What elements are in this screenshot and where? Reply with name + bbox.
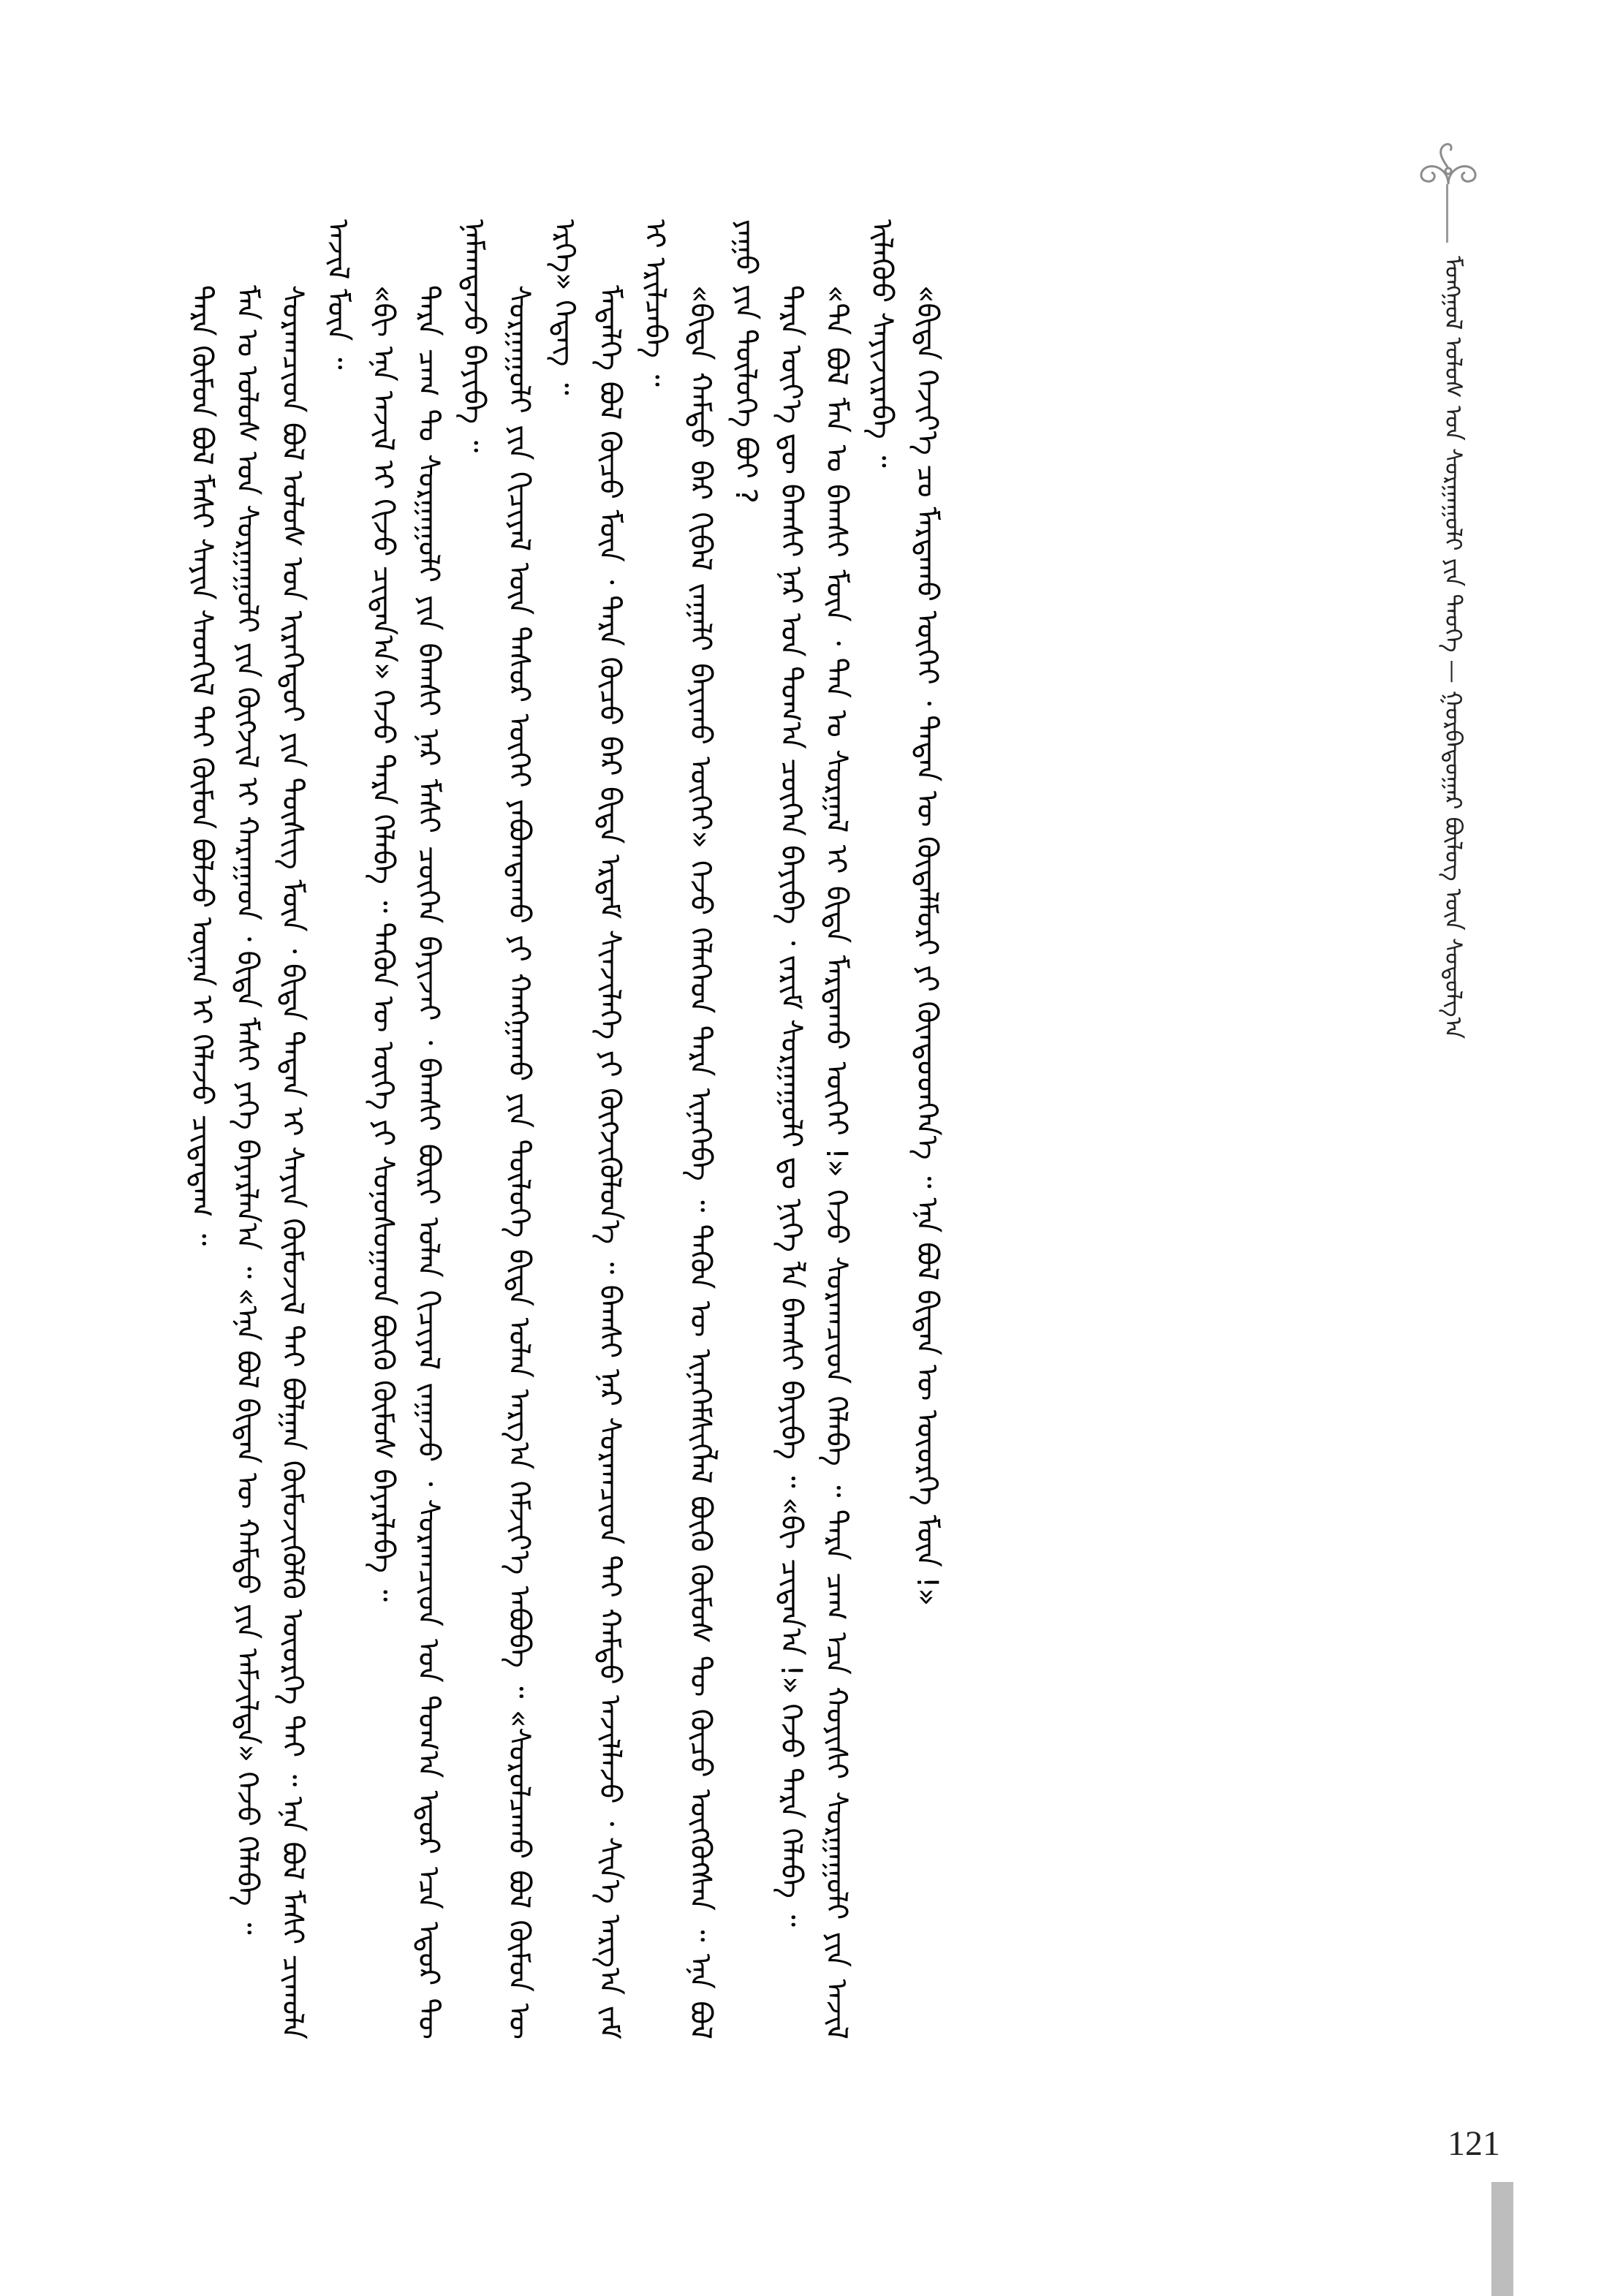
paragraph: ᠮᠠᠨ ᠤ ᠤᠯᠤᠰ ᠤᠨ ᠰᠤᠷᠭᠠᠭᠤᠯᠢ ᠶᠢᠨ ᠬᠥᠭᠵᠢᠯ ᠢ ᠬᠠᠷᠠᠭᠠᠳ ᠂ ᠪᠢᠳᠡ ᠮᠠᠰᠢ ᠶᠡᠬᠡ ᠪᠠᠶᠠᠷᠯᠠᠨ᠎ᠠ ᠃ «ᠡᠨᠡ ᠪᠣᠯ ᠪᠢᠳᠡᠨ ᠦ ᠬᠠᠮᠲᠤ ᠶᠢᠨ ᠠᠮᠵᠢᠯᠲᠠ» ᠭᠡᠵᠦ ᠬᠡᠯᠡᠪᠡ ᠃ bbox=[230, 285, 264, 1935]
paragraph: «ᠪᠢ ᠡᠨᠡ ᠠᠵᠢᠯ ᠢ ᠬᠢᠵᠦ ᠴᠢᠳᠠᠨ᠎ᠠ» ᠭᠡᠵᠦ ᠲᠡᠷᠡ ᠬᠡᠯᠡᠪᠡ ᠃ ᠲᠡᠭᠦᠨ ᠦ ᠦᠭᠡ ᠶᠢ ᠰᠣᠨᠣᠰᠣᠭᠠᠳ ᠪᠦᠬᠦ ᠬᠦᠮᠦᠰ ᠪᠠᠶᠠᠷᠯᠠᠪᠠ ᠃ bbox=[366, 285, 400, 1602]
body-text bbox=[179, 219, 1363, 2039]
running-header bbox=[1396, 139, 1513, 1039]
header-title: ᠮᠣᠩᠭᠣᠯ ᠤᠯᠤᠰ ᠤᠨ ᠰᠤᠷᠭᠠᠭᠤᠯᠢ ᠶᠢᠨ ᠲᠡᠦᠬᠡ — ᠭᠤᠷᠪᠠᠳᠤᠭᠠᠷ ᠪᠦᠯᠦᠭ ᠦᠨ ᠰᠤᠳᠤᠯᠭ᠎ᠠ bbox=[1439, 256, 1467, 1039]
paragraph: ᠰᠤᠷᠠᠭᠴᠢᠳ ᠪᠣᠯ ᠤᠯᠤᠰ ᠤᠨ ᠢᠷᠡᠭᠡᠳᠦᠢ ᠶᠢᠨ ᠲᠦᠰᠢᠭ ᠮᠥᠨ ᠂ ᠪᠢᠳᠡ ᠲᠡᠳᠡᠨ ᠢ ᠰᠠᠶᠢᠨ ᠬᠦᠮᠦᠵᠢᠯ ᠲᠡᠢ ᠪᠣᠯᠭᠠᠨ ᠬᠥᠮᠦᠵᠢᠭᠦᠯᠬᠦ ᠦᠦᠷᠭᠡ ᠲᠡᠢ ᠃ ᠡᠨᠡ ᠪᠣᠯ ᠮᠠᠰᠢ ᠴᠢᠬᠤᠯᠠ ᠠᠵᠢᠯ ᠮᠥᠨ ᠃ bbox=[276, 219, 355, 2039]
header-rule bbox=[1446, 184, 1448, 243]
paragraph: ᠰᠤᠷᠭᠠᠭᠤᠯᠢ ᠶᠢᠨ ᠬᠢᠴᠢᠶᠡᠯ ᠦᠨ ᠲᠠᠰᠤᠷ ᠦᠭᠡᠢ ᠶᠠᠪᠤᠭᠳᠠᠬᠤ ᠶᠢ ᠬᠠᠩᠭᠠᠬᠤ ᠶᠢᠨ ᠲᠥᠯᠥᠭᠡ ᠪᠢᠳᠡ ᠣᠯᠠᠨ ᠠᠷᠭ᠎ᠠ ᠬᠡᠮᠵᠢᠶ᠎ᠡ ᠠᠪᠤᠪᠠ ᠃ «ᠰᠤᠷᠤᠯᠴᠠᠬᠤ ᠪᠣᠯ ᠬᠦᠮᠦᠨ ᠦ ᠡᠷᠬᠡ» ᠭᠡᠳᠡᠭ ᠃ bbox=[502, 219, 581, 2039]
paragraph: ᠲᠡᠷᠡ ᠬᠦᠮᠦᠨ ᠪᠣᠯ ᠮᠠᠰᠢ ᠰᠠᠶᠢᠨ ᠰᠡᠳᠬᠢᠯ ᠲᠡᠢ ᠬᠦᠮᠦᠨ ᠪᠣᠯᠵᠤ ᠦᠨᠡᠨ ᠢ ᠬᠡᠯᠡᠵᠦ ᠴᠢᠳᠠᠳᠠᠭ ᠃ bbox=[185, 285, 219, 1246]
paragraph: «ᠲᠠ ᠪᠣᠯ ᠮᠠᠨ ᠤ ᠪᠠᠭᠰᠢ ᠮᠥᠨ ᠂ ᠲᠠᠨ ᠤ ᠰᠤᠷᠭᠠᠯ ᠢ ᠪᠢᠳᠡ ᠮᠠᠷᠲᠠᠬᠤ ᠦᠭᠡᠢ !» ᠭᠡᠵᠦ ᠰᠤᠷᠠᠭᠴᠢᠳ ᠬᠡᠯᠡᠪᠡ ᠃ ᠲᠡᠷᠡ ᠴᠠᠭ ᠡᠴᠡ ᠬᠣᠶᠢᠰᠢ ᠰᠤᠷᠭᠠᠭᠤᠯᠢ ᠶᠢᠨ ᠠᠵᠢᠯ ᠢᠯᠡᠭᠦᠦ ᠰᠠᠶᠢᠵᠢᠷᠠᠪᠠ ᠃ bbox=[820, 219, 898, 2039]
page-edge-tab bbox=[1491, 2182, 1513, 2296]
paragraph: ᠮᠡᠳᠡᠯᠭᠡ ᠪᠣᠯ ᠬᠦᠴᠦ ᠮᠥᠨ ᠂ ᠲᠡᠷᠡ ᠬᠦᠴᠦ ᠪᠡᠷ ᠪᠢᠳᠡ ᠡᠷᠳᠡᠮ ᠰᠢᠨᠵᠢᠯᠡᠭᠡ ᠶᠢ ᠬᠥᠭᠵᠢᠭᠦᠯᠦᠨ᠎ᠡ ᠃ ᠪᠠᠭᠰᠢ ᠨᠠᠷ ᠰᠤᠷᠠᠭᠴᠢᠳ ᠲᠠᠢ ᠬᠠᠮᠲᠤ ᠠᠵᠢᠯᠯᠠᠵᠤ ᠂ ᠰᠢᠨ᠎ᠡ ᠠᠷᠭ᠎ᠠ ᠵᠠᠮ ᠢ ᠡᠷᠢᠯᠴᠡᠪᠡ ᠃ bbox=[593, 219, 672, 2039]
paragraph: «ᠪᠢᠳᠡ ᠬᠡᠵᠢᠶ᠎ᠡ ᠴᠤ ᠮᠠᠷᠲᠠᠬᠤ ᠦᠭᠡᠢ ᠂ ᠲᠡᠳᠡᠨ ᠦ ᠬᠥᠳᠡᠯᠮᠦᠷᠢ ᠶᠢ ᠬᠦᠨᠳᠦᠳᠬᠡᠨ᠎ᠡ ᠃ ᠡᠨᠡ ᠪᠣᠯ ᠪᠢᠳᠡᠨ ᠦ ᠦᠦᠷᠭᠡ ᠮᠥᠨ !» bbox=[910, 285, 944, 1607]
paragraph: ᠲᠡᠷᠡ ᠦᠶ᠎ᠡ ᠳᠦ ᠪᠠᠭᠰᠢ ᠨᠠᠷ ᠤᠨ ᠲᠣᠭ᠎ᠠ ᠴᠥᠭᠡᠨ ᠪᠠᠶᠢᠪᠠ ᠂ ᠵᠠᠷᠢᠮ ᠰᠤᠷᠭᠠᠭᠤᠯᠢ ᠳᠤ ᠨᠢᠭᠡ ᠯᠡ ᠪᠠᠭᠰᠢ ᠪᠠᠶᠢᠪᠠ ᠃ «ᠪᠢ ᠴᠢᠳᠠᠨ᠎ᠠ !» ᠭᠡᠵᠦ ᠲᠡᠷᠡ ᠬᠡᠯᠡᠪᠡ ᠃ bbox=[774, 285, 808, 1927]
scroll-ornament-icon bbox=[1408, 139, 1488, 190]
paragraph: «ᠪᠢᠳᠡ ᠬᠠᠮᠲᠤ ᠪᠡᠷ ᠬᠢᠪᠡᠯ ᠵᠠᠭᠠᠯᠢ ᠪᠠᠶᠢᠬᠤ ᠦᠭᠡᠢ» ᠭᠡᠵᠦ ᠬᠡᠯᠡᠭᠡᠳ ᠲᠡᠷᠡ ᠢᠨᠡᠭᠡᠪᠡ ᠃ ᠲᠡᠭᠦᠨ ᠦ ᠢᠨᠡᠭᠡᠮᠰᠢᠭᠯᠡᠯ ᠪᠦᠬᠦ ᠬᠦᠮᠦᠰ ᠲᠦ ᠬᠦᠴᠦ ᠥᠭᠬᠦᠭᠰᠡᠨ ᠃ ᠡᠨᠡ ᠪᠣᠯ ᠶᠠᠭᠤ ᠶᠢᠨ ᠲᠥᠯᠥᠭᠡ ᠪᠤᠢ ? bbox=[684, 219, 763, 2039]
page-number: 121 bbox=[1448, 2124, 1500, 2163]
paragraph: ᠲᠡᠷᠡ ᠴᠠᠭ ᠲᠤ ᠰᠤᠷᠭᠠᠭᠤᠯᠢ ᠶᠢᠨ ᠪᠠᠭᠰᠢ ᠨᠠᠷ ᠮᠠᠰᠢ ᠴᠥᠭᠡᠨ ᠪᠠᠶᠢᠵᠠᠢ ᠂ ᠪᠠᠭᠰᠢ ᠪᠦᠷᠢ ᠣᠯᠠᠨ ᠬᠢᠴᠢᠶᠡᠯ ᠵᠠᠭᠠᠵᠤ ᠂ ᠰᠤᠷᠠᠭᠴᠢᠳ ᠤᠨ ᠲᠣᠭ᠎ᠠ ᠡᠳᠦᠷ ᠡᠴᠡ ᠡᠳᠦᠷ ᠲᠦ ᠨᠡᠮᠡᠭ᠍ᠳᠡᠵᠦ ᠪᠠᠶᠢᠪᠠ ᠃ bbox=[412, 219, 491, 2039]
